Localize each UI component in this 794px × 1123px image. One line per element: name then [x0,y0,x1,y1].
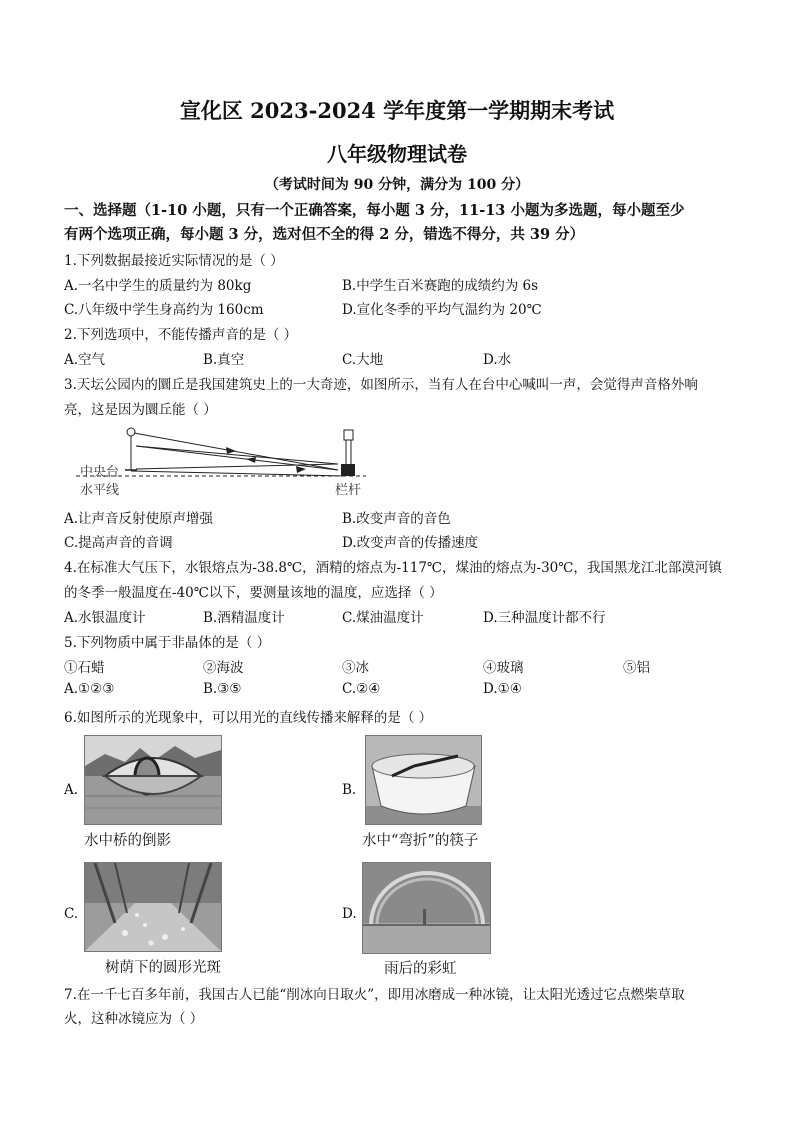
q6-option-a-letter: A. [64,782,79,798]
question-3-stem-line2: 亮，这是因为圜丘能（ ） [64,402,217,418]
person-head [127,428,135,436]
question-1-stem: 1.下列数据最接近实际情况的是（ ） [64,253,284,269]
exam-subtitle: 八年级物理试卷 [327,142,467,166]
ray-arrow-3 [296,466,306,473]
caption-bridge-reflection: 水中桥的倒影 [84,833,171,849]
q2-option-c: C.大地 [342,352,384,368]
q5-option-c: C.②④ [342,681,381,697]
ray-arrow-1 [226,447,236,454]
q1-option-b: B.中学生百米赛跑的成绩约为 6s [342,278,539,294]
platform-surface [131,471,344,476]
rainbow-photo-svg [363,863,490,953]
q6-option-c-letter: C. [64,906,79,922]
photo-rainbow [362,862,491,954]
label-center-platform: 中央台 [80,465,120,480]
exam-title: 宣化区 2023-2024 学年度第一学期期末考试 [179,98,615,123]
question-7-stem-line2: 火，这种冰镜应为（ ） [64,1011,204,1027]
question-4-stem-line2: 的冬季一般温度在-40℃以下，要测量该地的温度，应选择（ ） [64,585,443,601]
q4-option-d: D.三种温度计都不行 [483,610,606,626]
question-3-stem-line1: 3.天坛公园内的圜丘是我国建筑史上的一大奇迹，如图所示，当有人在台中心喊叫一声，会觉得声音格外响 [64,377,698,393]
q5-option-b: B.③⑤ [203,681,242,697]
q5-material-5: ⑤铝 [623,660,650,676]
q5-option-a: A.①②③ [64,681,115,697]
label-horizontal-line: 水平线 [80,483,120,498]
q5-material-2: ②海波 [203,660,244,676]
exam-info: （考试时间为 90 分钟，满分为 100 分） [264,177,530,193]
railing-base [341,464,355,476]
q3-option-a: A.让声音反射使原声增强 [64,511,214,527]
caption-circular-light-spots: 树荫下的圆形光斑 [105,960,221,976]
q2-option-b: B.真空 [203,352,245,368]
q3-option-c: C.提高声音的音调 [64,535,173,551]
question-5-stem: 5.下列物质中属于非晶体的是（ ） [64,635,271,651]
question-4-stem-line1: 4.在标准大气压下，水银熔点为-38.8℃，酒精的熔点为-117℃，煤油的熔点为-30℃，我国黑龙江北部漠河镇 [64,560,722,576]
q5-material-4: ④玻璃 [483,660,524,676]
q4-option-b: B.酒精温度计 [203,610,285,626]
sound-ray-3 [136,446,338,464]
question-6-stem: 6.如图所示的光现象中，可以用光的直线传播来解释的是（ ） [64,710,433,726]
q5-material-1: ①石蜡 [64,660,105,676]
q1-option-c: C.八年级中学生身高约为 160cm [64,302,264,318]
q5-material-3: ③冰 [342,660,369,676]
photo-circular-light-spots [84,862,222,952]
photo-bridge-reflection [84,735,222,825]
question-7-stem-line1: 7.在一千七百多年前，我国古人已能“削冰向日取火”，即用冰磨成一种冰镜，让太阳光透过它点燃柴草取 [64,987,685,1003]
question-2-stem: 2.下列选项中，不能传播声音的是（ ） [64,327,298,343]
q6-option-b-letter: B. [342,782,357,798]
label-railing: 栏杆 [335,483,362,498]
q6-option-d-letter: D. [342,906,357,922]
chopsticks-photo-svg [366,736,481,824]
caption-bent-chopsticks: 水中“弯折”的筷子 [362,833,479,849]
q4-option-a: A.水银温度计 [64,610,146,626]
light-spots-photo-svg [85,863,221,951]
q4-option-c: C.煤油温度计 [342,610,424,626]
echo-diagram [76,424,376,496]
photo-bent-chopsticks [365,735,482,825]
q1-option-a: A.一名中学生的质量约为 80kg [64,278,252,294]
ray-arrow-2 [246,457,256,463]
bridge-photo-svg [85,736,221,824]
caption-rainbow: 雨后的彩虹 [384,961,457,977]
q1-option-d: D.宣化冬季的平均气温约为 20℃ [342,302,542,318]
section-heading-line1: 一、选择题（1-10 小题，只有一个正确答案，每小题 3 分，11-13 小题为多选题，每小题至少 [64,202,685,219]
q2-option-d: D.水 [483,352,512,368]
railing-top [344,430,353,440]
echo-diagram-svg [76,424,376,496]
q3-option-d: D.改变声音的传播速度 [342,535,479,551]
section-heading-line2: 有两个选项正确，每小题 3 分，选对但不全的得 2 分，错选不得分，共 39 分） [64,226,585,243]
q3-option-b: B.改变声音的音色 [342,511,451,527]
q2-option-a: A.空气 [64,352,106,368]
q5-option-d: D.①④ [483,681,522,697]
